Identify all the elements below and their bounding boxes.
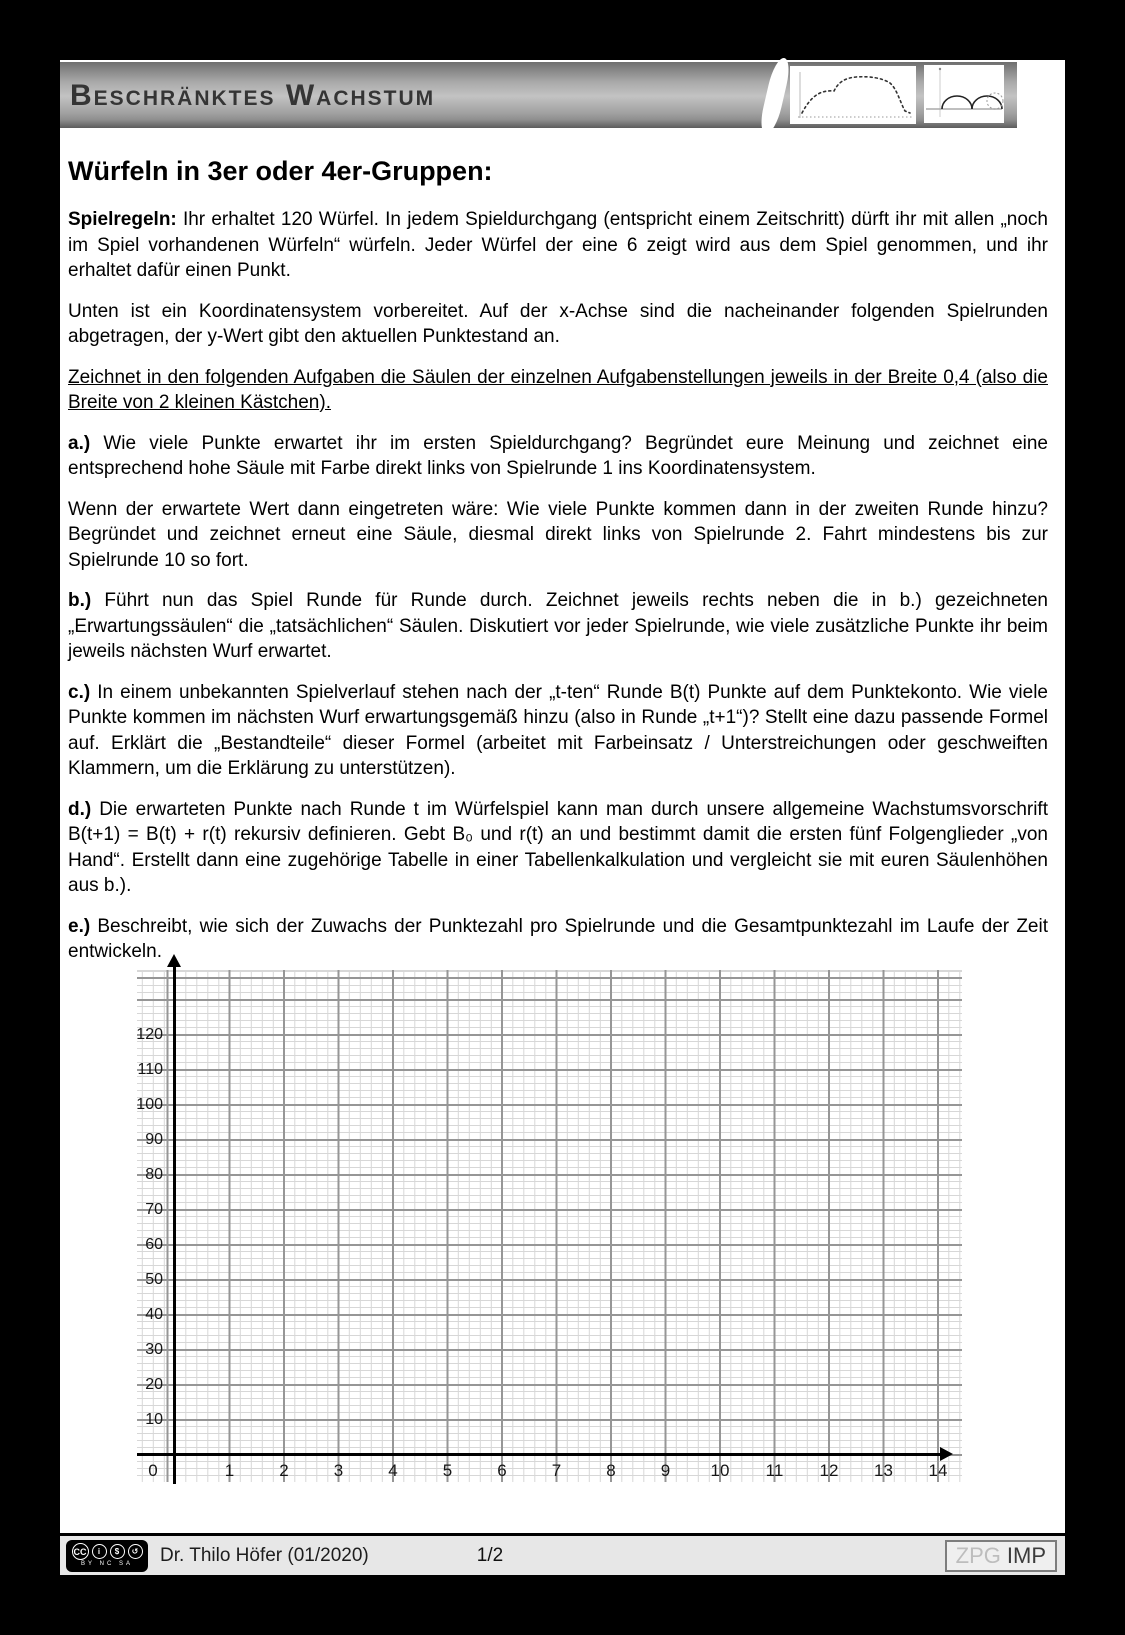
x-tick-label: 11 — [765, 1461, 784, 1480]
footer-bar — [60, 1533, 1065, 1575]
task-b-paragraph: b.) Führt nun das Spiel Runde für Runde durch. Zeichnet jeweils rechts neben die in b.) gezeichneten „Erwartungssäulen“ die „tatsächlichen“ Säulen. Diskutiert vor jeder Spielrunde, wie viele zusätzliche Punkte ihr beim jeweils nächsten Wurf erwartet. — [68, 590, 1048, 662]
y-tick-label: 10 — [123, 1411, 163, 1429]
page-number: 1/2 — [476, 1544, 504, 1566]
rules-paragraph: Spielregeln: Ihr erhaltet 120 Würfel. In jedem Spieldurchgang (entspricht einem Zeitschritt) dürft ihr mit allen „noch im Spiel vorhandenen Würfeln“ würfeln. Jeder Würfel der eine 6 zeigt wird aus dem Spiel genommen, und ihr erhaltet dafür einen Punkt. — [68, 209, 1048, 281]
header-swoosh-decoration — [757, 58, 793, 134]
task-c-label: c.) — [68, 681, 91, 703]
y-tick-label: 90 — [123, 1131, 163, 1149]
growth-curve-image — [790, 66, 916, 124]
x-tick-label: 13 — [874, 1461, 893, 1480]
task-a-paragraph: a.) Wie viele Punkte erwartet ihr im ersten Spieldurchgang? Begründet eure Meinung und zeichnet eine entsprechend hohe Säule mit Farbe direkt links von Spielrunde 1 ins Koordinatensystem. — [68, 432, 1048, 479]
y-tick-label: 60 — [123, 1236, 163, 1254]
x-tick-label: 2 — [279, 1461, 289, 1480]
y-tick-label: 80 — [123, 1166, 163, 1184]
document-page — [60, 60, 1065, 1575]
imp-label: IMP — [1006, 1542, 1046, 1568]
arc-curve-image — [924, 65, 1004, 123]
task-d-label: d.) — [68, 798, 92, 820]
y-tick-label: 30 — [123, 1341, 163, 1359]
x-tick-label: 10 — [710, 1461, 730, 1480]
task-a-continued-paragraph: Wenn der erwartete Wert dann eingetreten wäre: Wie viele Punkte kommen dann in der zweiten Runde hinzu? Begründet und zeichnet erneut eine Säule, diesmal direkt links von Spielrunde 2. Fahrt mindestens bis zur Spielrunde 10 so fort. — [68, 498, 1048, 571]
x-tick-label: 3 — [333, 1461, 344, 1480]
x-tick-label: 7 — [551, 1461, 562, 1480]
cc-license-parts: BY NC SA — [81, 1561, 133, 1567]
y-tick-label: 20 — [123, 1376, 163, 1394]
task-a-label: a.) — [68, 432, 91, 454]
y-axis-arrow-icon — [167, 954, 181, 967]
cc-nc-icon: $ — [110, 1544, 125, 1559]
worksheet-content — [68, 156, 1048, 980]
header-bar — [60, 62, 1017, 128]
cc-by-icon: i — [92, 1544, 107, 1559]
x-tick-label: 4 — [388, 1461, 398, 1480]
rules-label: Spielregeln: — [68, 209, 177, 230]
y-tick-label: 110 — [123, 1061, 163, 1079]
y-tick-label: 40 — [123, 1306, 163, 1324]
coordinate-grid — [137, 970, 962, 1482]
y-tick-label: 70 — [123, 1201, 163, 1219]
y-tick-label: 100 — [123, 1096, 163, 1114]
x-tick-label: 1 — [224, 1461, 235, 1480]
zpg-label: ZPG — [955, 1542, 1001, 1568]
x-axis-arrow-icon — [940, 1447, 953, 1461]
x-tick-label: 8 — [606, 1461, 616, 1480]
task-d-paragraph: d.) Die erwarteten Punkte nach Runde t im Würfelspiel kann man durch unsere allgemeine Wachstumsvorschrift B(t+1) = B(t) + r(t) rekursiv definieren. Gebt B₀ und r(t) an und bestimmt damit die ersten fünf Folgenglieder „von Hand“. Erstellt dann eine zugehörige Tabelle in einer Tabellenkalkulation und vergleicht sie mit euren Säulenhöhen aus b.). — [68, 798, 1048, 896]
task-b-label: b.) — [68, 590, 92, 611]
cc-icon: CC — [72, 1543, 89, 1560]
x-tick-label: 6 — [497, 1461, 507, 1480]
zpg-imp-logo — [945, 1540, 1057, 1572]
task-e-label: e.) — [68, 915, 91, 937]
x-tick-label: 5 — [442, 1461, 453, 1480]
x-tick-label: 0 — [148, 1461, 158, 1480]
x-tick-label: 12 — [819, 1461, 839, 1480]
y-tick-label: 50 — [123, 1271, 163, 1289]
section-heading: Würfeln in 3er oder 4er-Gruppen: — [68, 156, 493, 186]
cc-license-badge — [66, 1540, 148, 1572]
task-c-paragraph: c.) In einem unbekannten Spielverlauf stehen nach der „t-ten“ Runde B(t) Punkte auf dem Punktekonto. Wie viele Punkte kommen im nächsten Wurf erwartungsgemäß hinzu (also in Runde „t+1“)? Stellt eine dazu passende Formel auf. Erklärt die „Bestandteile“ dieser Formel (arbeitet mit Farbeinsatz / Unterstreichungen oder geschweiften Klammern, um die Erklärung zu unterstützen). — [68, 681, 1048, 779]
y-tick-label: 120 — [123, 1026, 163, 1044]
page-title: Beschränktes Wachstum — [70, 79, 436, 112]
column-width-instruction-paragraph: Zeichnet in den folgenden Aufgaben die Säulen der einzelnen Aufgabenstellungen jeweils in der Breite 0,4 (also die Breite von 2 kleinen Kästchen). — [68, 366, 1048, 413]
x-tick-label: 9 — [660, 1461, 671, 1480]
x-axis — [137, 1453, 947, 1456]
task-e-paragraph: e.) Beschreibt, wie sich der Zuwachs der Punktezahl pro Spielrunde und die Gesamtpunktezahl im Laufe der Zeit entwickeln. — [68, 915, 1048, 962]
author-credit: Dr. Thilo Höfer (01/2020) — [160, 1544, 369, 1566]
y-axis — [173, 964, 176, 1484]
x-tick-label: 14 — [928, 1461, 948, 1480]
cc-sa-icon: ↺ — [128, 1544, 143, 1559]
coordinate-system-note-paragraph: Unten ist ein Koordinatensystem vorbereitet. Auf der x-Achse sind die nacheinander folgenden Spielrunden abgetragen, der y-Wert gibt den aktuellen Punktestand an. — [68, 300, 1048, 347]
